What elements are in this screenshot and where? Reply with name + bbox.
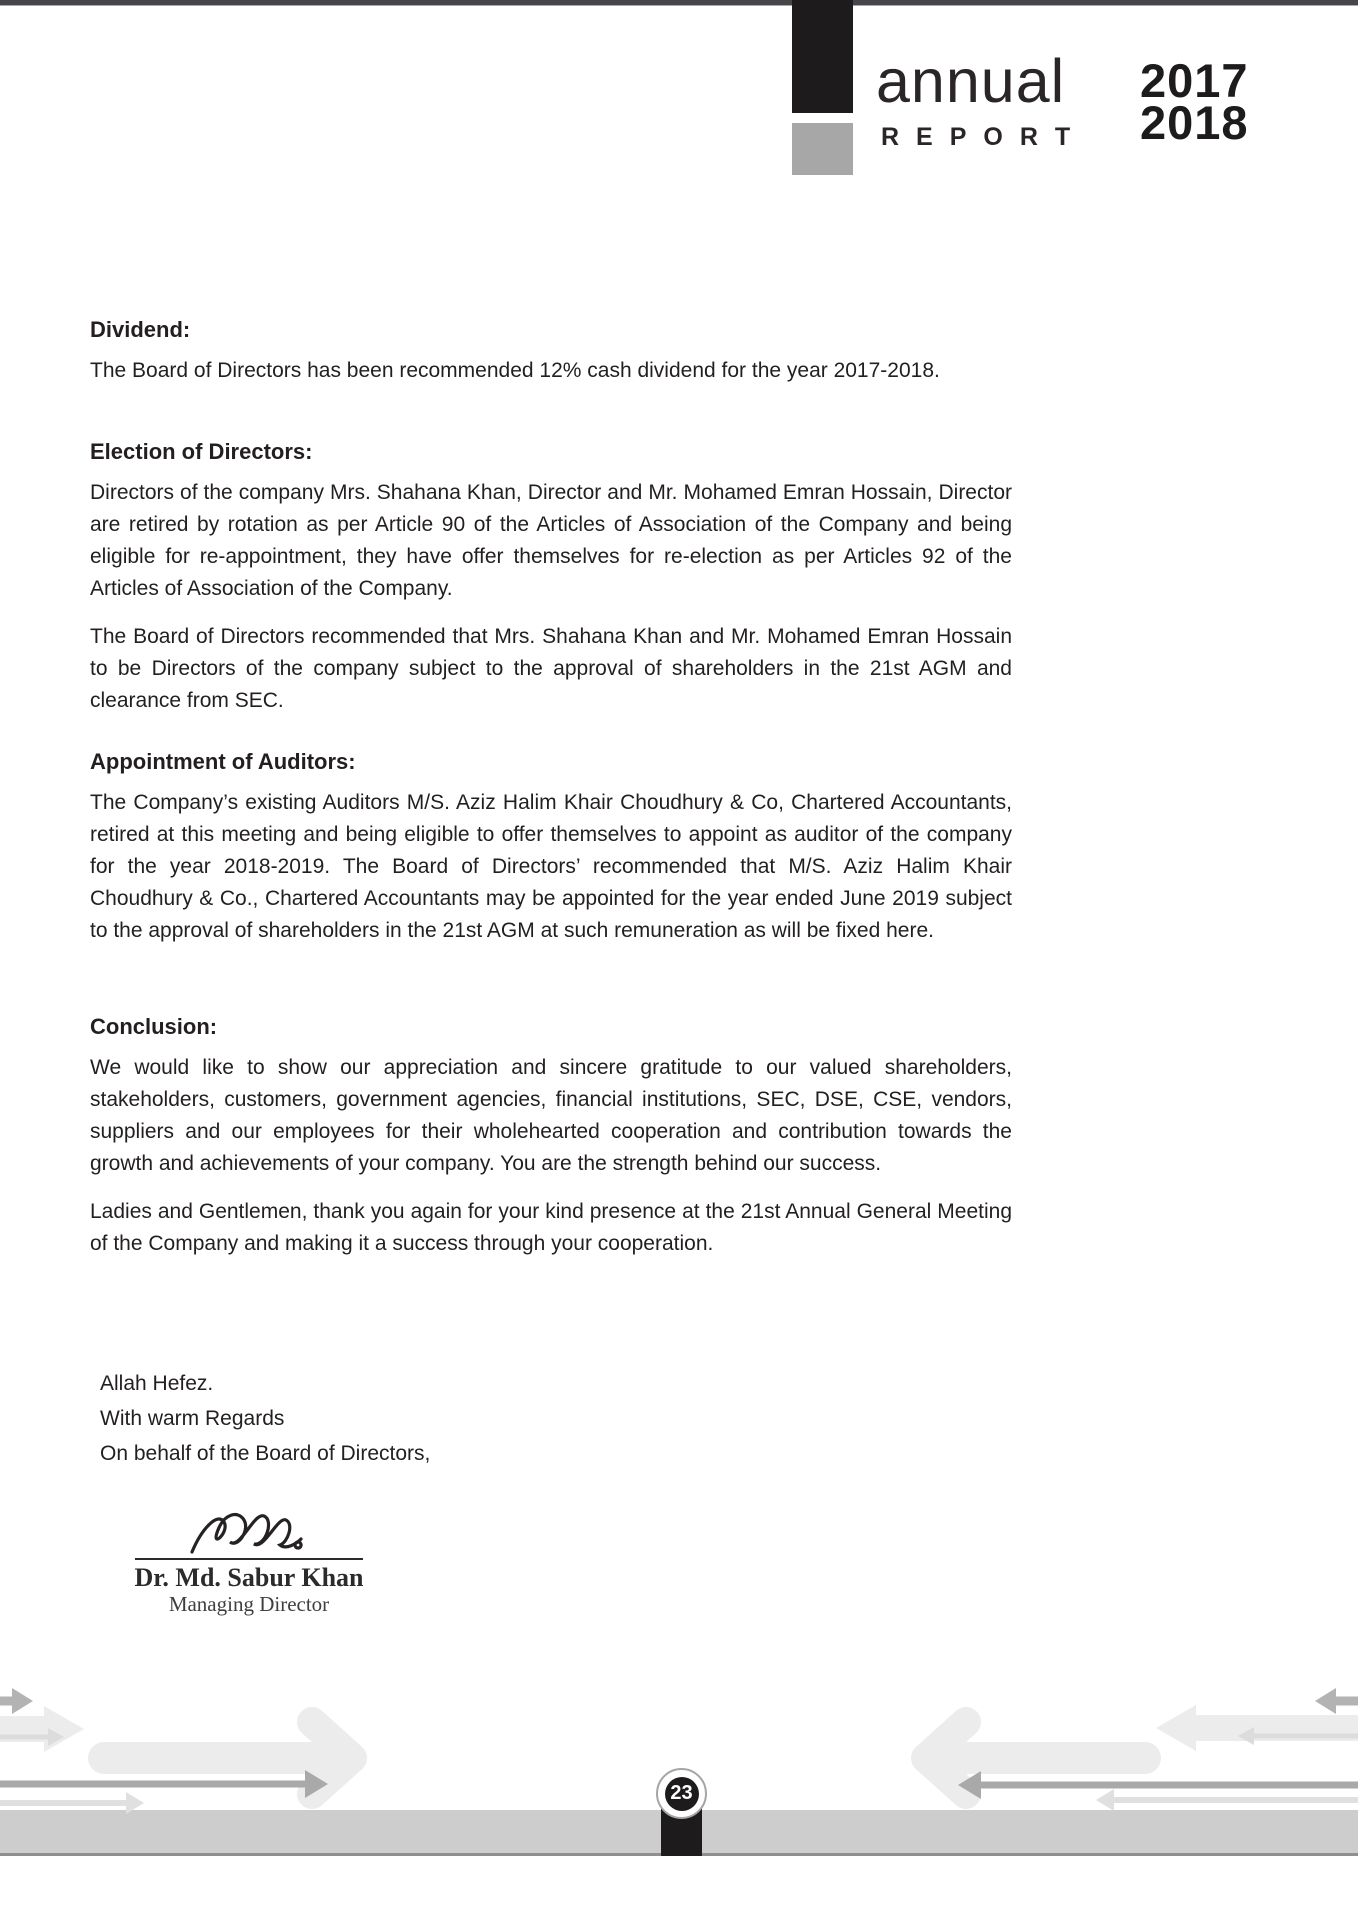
signatory-title: Managing Director	[168, 1592, 330, 1616]
arrow-right-icon	[0, 1770, 328, 1798]
signature-scribble-icon	[188, 1508, 308, 1560]
top-rule	[0, 0, 1358, 6]
section-heading: Election of Directors:	[90, 439, 313, 464]
arrow-right-icon	[104, 1722, 352, 1794]
logo-gray-block	[792, 123, 853, 175]
section-heading: Dividend:	[90, 317, 191, 342]
arrow-left-icon	[1238, 1727, 1358, 1745]
arrow-right-icon	[0, 1688, 33, 1714]
page-number: 23	[665, 1777, 699, 1811]
closing-line: Allah Hefez.	[100, 1372, 214, 1395]
section-heading: Conclusion:	[90, 1014, 218, 1039]
section-appointment-of-auditors	[90, 747, 1012, 947]
closing-line: With warm Regards	[100, 1407, 285, 1430]
arrow-right-icon	[0, 1706, 84, 1752]
closing-block	[100, 1366, 430, 1471]
section-paragraph: The Board of Directors recommended that Mrs. Shahana Khan and Mr. Mohamed Emran Hossain to be Directors of the company subject to the approval of shareholders in the 21st AGM and clearance from SEC.	[90, 625, 1012, 712]
logo-black-block	[792, 0, 853, 113]
closing-line: On behalf of the Board of Directors,	[100, 1442, 431, 1465]
arrow-left-icon	[1315, 1688, 1358, 1714]
signatory-name: Dr. Md. Sabur Khan	[134, 1563, 364, 1592]
arrow-left-icon	[926, 1722, 1145, 1794]
page-number-badge	[656, 1768, 707, 1819]
brand-annual: annual	[876, 47, 1066, 115]
section-paragraph: We would like to show our appreciation and sincere gratitude to our valued shareholders, stakeholders, customers, government agencies, financial institutions, SEC, DSE, CSE, vendors, suppliers and our employees for their wholehearted cooperation and contribution towards the growth and achievements of your company. You are the strength behind our success.	[90, 1056, 1012, 1175]
section-heading: Appointment of Auditors:	[90, 749, 356, 774]
section-dividend	[90, 315, 1012, 387]
signature-rule	[135, 1558, 363, 1560]
section-conclusion	[90, 1012, 1012, 1260]
section-paragraph: Directors of the company Mrs. Shahana Khan, Director and Mr. Mohamed Emran Hossain, Director are retired by rotation as per Article 90 of the Articles of Association of the Company and being eligible for re-appointment, they have offer themselves for re-election as per Articles 92 of the Articles of Association of the Company.	[90, 481, 1012, 600]
brand-report: REPORT	[881, 123, 1088, 151]
year-bottom: 2018	[1140, 96, 1249, 149]
section-paragraph: Ladies and Gentlemen, thank you again for your kind presence at the 21st Annual General Meeting of the Company and making it a success through your cooperation.	[90, 1200, 1012, 1255]
section-paragraph: The Company’s existing Auditors M/S. Aziz Halim Khair Choudhury & Co, Chartered Accountants, retired at this meeting and being eligible to offer themselves to appoint as auditor of the company for the year 2018-2019. The Board of Directors’ recommended that M/S. Aziz Halim Khair Choudhury & Co., Chartered Accountants may be appointed for the year ended June 2019 subject to the approval of shareholders in the 21st AGM at such remuneration as will be fixed here.	[90, 791, 1012, 942]
arrow-left-icon	[958, 1771, 1358, 1799]
section-election-of-directors	[90, 437, 1012, 717]
section-paragraph: The Board of Directors has been recommended 12% cash dividend for the year 2017-2018.	[90, 359, 940, 382]
brand-years	[1140, 54, 1249, 149]
year-top: 2017	[1140, 54, 1249, 107]
arrow-right-icon	[0, 1728, 64, 1746]
arrow-left-icon	[1096, 1789, 1358, 1811]
arrow-left-icon	[1156, 1705, 1358, 1751]
